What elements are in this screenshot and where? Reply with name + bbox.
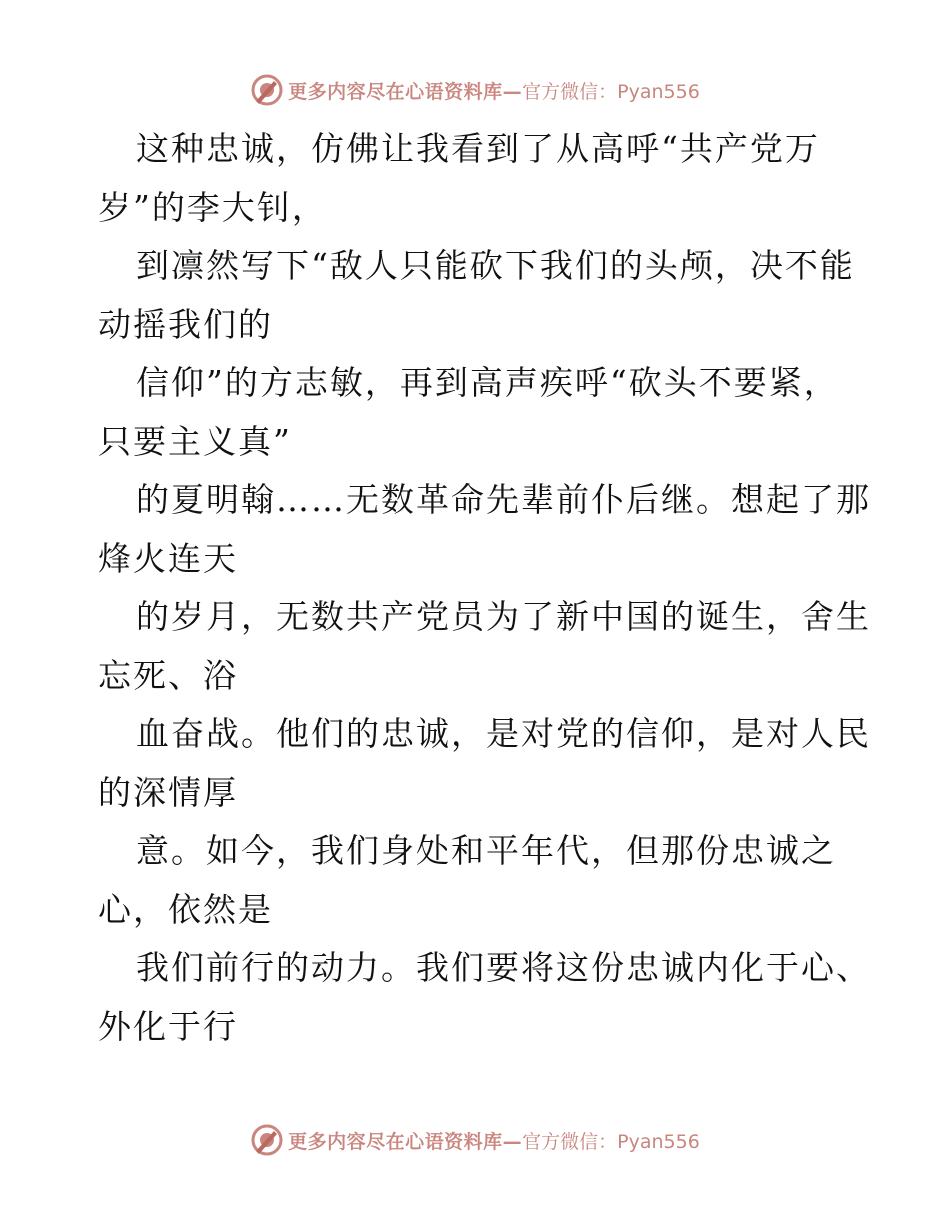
text-line: 意。如今，我们身处和平年代，但那份忠诚之 [136,831,836,870]
header-banner [0,70,950,110]
banner-wechat: 官方微信：Pyan556 [522,80,700,103]
text-line: 的夏明翰……无数革命先辈前仆后继。想起了那 [136,480,871,519]
text-line: 信仰”的方志敏，再到高声疾呼“砍头不要紧， [136,363,839,402]
banner-title: 更多内容尽在心语资料库— [288,1130,523,1153]
logo-icon [250,73,284,107]
text-line: 心，依然是 [98,889,273,929]
text-line: 我们前行的动力。我们要将这份忠诚内化于心、 [136,948,871,987]
text-line: 岁”的李大钊， [98,187,327,227]
text-line: 外化于行 [98,1006,238,1046]
text-line: 到凛然写下“敌人只能砍下我们的头颅，决不能 [136,246,855,285]
banner-title: 更多内容尽在心语资料库— [288,80,523,103]
text-line: 血奋战。他们的忠诚，是对党的信仰，是对人民 [136,714,871,753]
text-line: 的深情厚 [98,772,238,812]
text-line: 的岁月，无数共产党员为了新中国的诞生，舍生 [136,597,871,636]
logo-icon [250,1123,284,1157]
text-line: 只要主义真” [98,421,292,461]
banner-wechat: 官方微信：Pyan556 [522,1130,700,1153]
text-line: 烽火连天 [98,538,238,578]
text-line: 这种忠诚，仿佛让我看到了从高呼“共产党万 [136,129,820,168]
footer-banner [0,1120,950,1160]
document-body [98,120,871,1056]
text-line: 动摇我们的 [98,304,273,344]
text-line: 忘死、浴 [98,655,238,695]
